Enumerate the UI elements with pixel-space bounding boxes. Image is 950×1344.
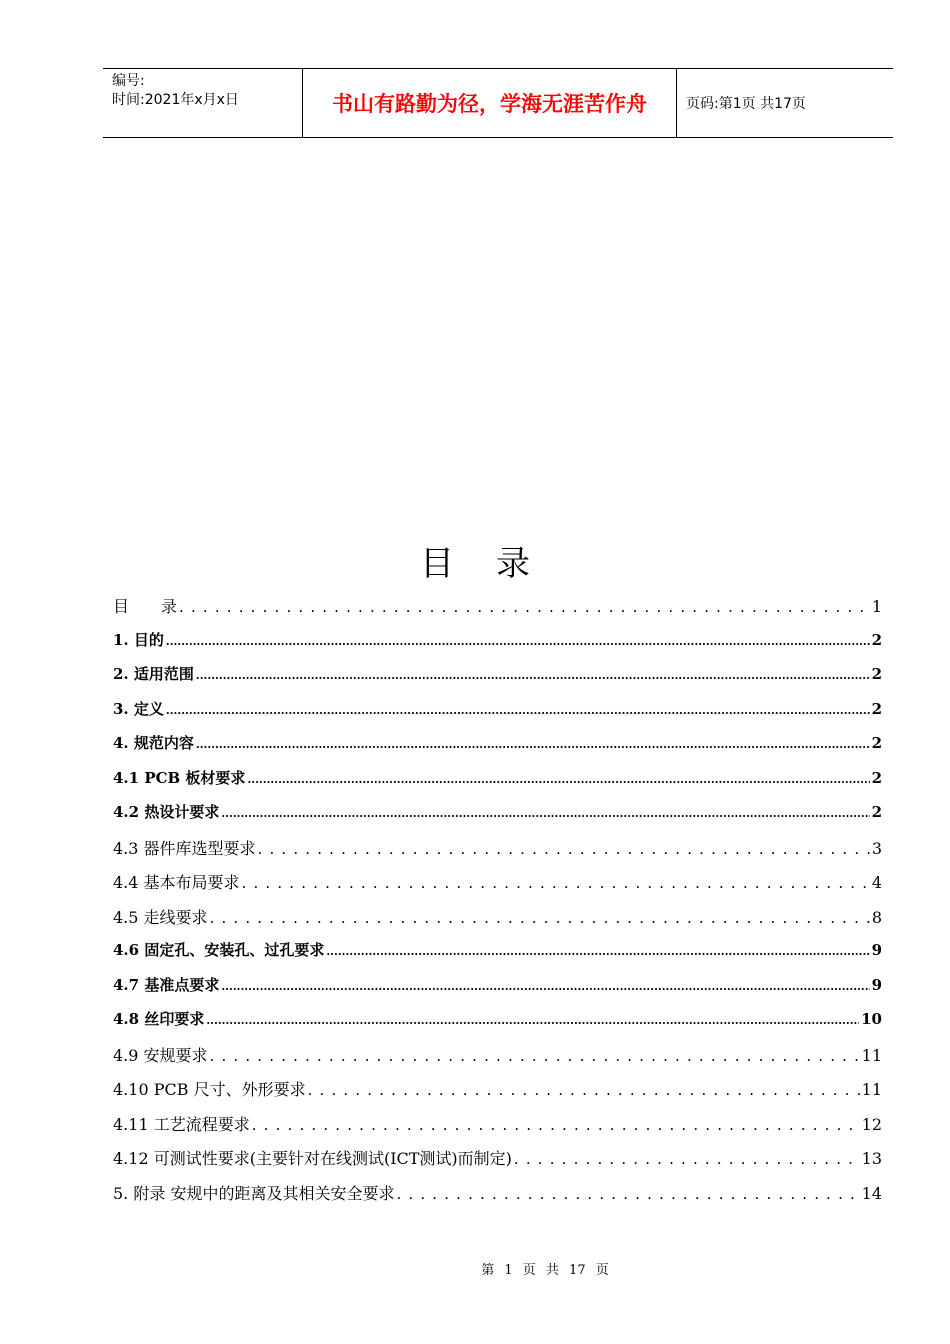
toc-entry-label: 目 录 <box>113 597 178 616</box>
toc-entry[interactable] <box>113 974 882 1009</box>
toc-entry[interactable] <box>113 1112 882 1147</box>
toc-entry-label: 4.11 工艺流程要求 <box>113 1114 250 1134</box>
header-page-info: 页码:第1页 共17页 <box>686 96 806 112</box>
toc-entry-label: 4.4 基本布局要求 <box>113 873 240 892</box>
toc-entry[interactable] <box>113 1077 882 1112</box>
toc-entry-page: 11 <box>861 1045 882 1065</box>
toc-entry-page: 2 <box>871 665 882 683</box>
toc-dot-leader <box>196 665 870 683</box>
toc-entry-label: 4.9 安规要求 <box>113 1045 208 1065</box>
toc-dot-leader <box>166 631 870 649</box>
toc-entry-page: 2 <box>871 734 882 752</box>
toc-entry-label: 4.10 PCB 尺寸、外形要求 <box>113 1080 306 1099</box>
toc-entry-page: 8 <box>871 907 882 927</box>
toc-entry-page: 9 <box>871 975 882 994</box>
toc-dot-leader <box>308 1080 860 1099</box>
toc-entry[interactable] <box>113 905 882 940</box>
toc-entry-label: 4.7 基准点要求 <box>113 975 220 994</box>
toc-entry-page: 4 <box>871 873 882 892</box>
toc-entry-page: 12 <box>861 1114 882 1134</box>
toc-entry-page: 3 <box>871 838 882 858</box>
toc-dot-leader <box>210 908 870 927</box>
toc-entry-page: 2 <box>871 699 882 718</box>
toc-entry-label: 3. 定义 <box>113 699 164 718</box>
header-motto: 书山有路勤为径，学海无涯苦作舟 <box>303 69 677 137</box>
toc-dot-leader <box>179 597 870 616</box>
header-meta <box>103 69 303 137</box>
toc-dot-leader <box>396 1184 859 1203</box>
toc-entry[interactable] <box>113 767 882 802</box>
toc-entry-page: 1 <box>871 597 882 616</box>
toc-entry-page: 11 <box>861 1080 882 1099</box>
toc-entry[interactable] <box>113 663 882 698</box>
toc-entry[interactable] <box>113 698 882 733</box>
toc-entry-label: 1. 目的 <box>113 630 164 649</box>
toc-dot-leader <box>210 1046 860 1065</box>
page-footer: 第 1 页 共 17 页 <box>481 1263 609 1278</box>
toc-entry[interactable] <box>113 801 882 836</box>
toc-entry-label: 4.3 器件库选型要求 <box>113 838 256 858</box>
toc-entry[interactable] <box>113 594 882 629</box>
toc-entry-page: 2 <box>871 630 882 649</box>
toc-dot-leader <box>196 734 870 752</box>
toc-entry[interactable] <box>113 1181 882 1216</box>
page-header <box>103 68 893 138</box>
toc-dot-leader <box>242 873 870 892</box>
toc-entry-page: 2 <box>871 803 882 821</box>
toc-entry-label: 4.1 PCB 板材要求 <box>113 768 246 787</box>
toc-entry-page: 10 <box>861 1010 882 1028</box>
toc-entry-page: 2 <box>871 768 882 787</box>
toc-dot-leader <box>206 1010 859 1028</box>
toc-entry-label: 2. 适用范围 <box>113 665 194 683</box>
toc-entry[interactable] <box>113 836 882 871</box>
number-label: 编号: <box>112 73 145 89</box>
toc-dot-leader <box>514 1149 860 1168</box>
toc-entry-page: 13 <box>861 1149 882 1168</box>
toc-entry[interactable] <box>113 1043 882 1078</box>
toc-entry-label: 4.8 丝印要求 <box>113 1010 205 1028</box>
toc-dot-leader <box>166 700 870 718</box>
toc-entry-page: 9 <box>871 941 882 959</box>
toc-dot-leader <box>252 1115 860 1134</box>
toc-entry-label: 4.6 固定孔、安装孔、过孔要求 <box>113 941 325 959</box>
toc-dot-leader <box>258 839 870 858</box>
toc-dot-leader <box>221 976 869 994</box>
toc-entry-label: 5. 附录 安规中的距离及其相关安全要求 <box>113 1183 395 1203</box>
toc-dot-leader <box>326 941 869 959</box>
table-of-contents <box>113 594 882 1215</box>
toc-entry-label: 4.5 走线要求 <box>113 907 208 927</box>
toc-dot-leader <box>221 803 869 821</box>
toc-dot-leader <box>247 769 869 787</box>
toc-entry[interactable] <box>113 939 882 974</box>
toc-entry-label: 4. 规范内容 <box>113 734 194 752</box>
toc-entry[interactable] <box>113 870 882 905</box>
toc-entry[interactable] <box>113 732 882 767</box>
toc-title: 目录 <box>420 544 572 584</box>
toc-entry[interactable] <box>113 629 882 664</box>
toc-entry-label: 4.12 可测试性要求(主要针对在线测试(ICT测试)而制定) <box>113 1149 512 1168</box>
time-label: 时间:2021年x月x日 <box>112 92 239 108</box>
toc-entry-label: 4.2 热设计要求 <box>113 803 220 821</box>
toc-entry-page: 14 <box>861 1183 882 1203</box>
toc-entry[interactable] <box>113 1146 882 1181</box>
toc-entry[interactable] <box>113 1008 882 1043</box>
